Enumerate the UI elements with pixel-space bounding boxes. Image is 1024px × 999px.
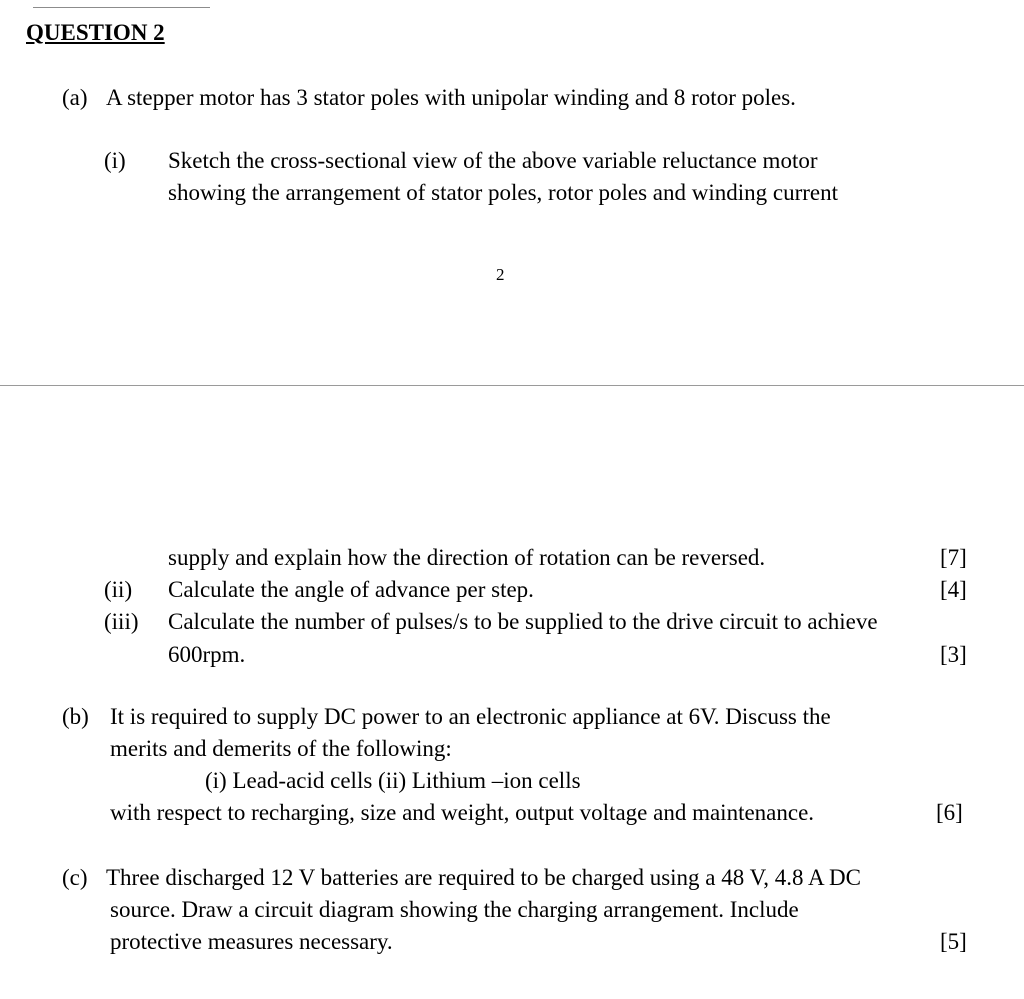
part-a-ii-text: Calculate the angle of advance per step. (168, 577, 534, 602)
page-number: 2 (496, 265, 505, 284)
part-a-iii-label: (iii) (104, 609, 139, 634)
part-a-i-line-3: supply and explain how the direction of rotation can be reversed. (168, 545, 766, 570)
part-c-marks: [5] (940, 929, 967, 954)
header-rule (33, 7, 210, 8)
part-b-marks: [6] (936, 800, 963, 825)
part-b-line-1: It is required to supply DC power to an electronic appliance at 6V. Discuss the (110, 704, 831, 729)
part-a-ii-label: (ii) (104, 577, 133, 602)
part-a-i-label: (i) (104, 148, 126, 173)
page-break (0, 385, 1024, 386)
part-a-i-line-2: showing the arrangement of stator poles, rotor poles and winding current (168, 180, 839, 205)
part-b-line-4: with respect to recharging, size and weight, output voltage and maintenance. (110, 800, 815, 825)
part-a-i-marks: [7] (940, 545, 967, 570)
part-a-intro: A stepper motor has 3 stator poles with unipolar winding and 8 rotor poles. (106, 85, 796, 110)
part-c-line-1: Three discharged 12 V batteries are required to be charged using a 48 V, 4.8 A DC (106, 865, 861, 890)
part-c-line-3: protective measures necessary. (110, 929, 393, 954)
part-c-line-2: source. Draw a circuit diagram showing the charging arrangement. Include (110, 897, 799, 922)
part-a-iii-line-2: 600rpm. (168, 642, 246, 667)
part-a-iii-line-1: Calculate the number of pulses/s to be supplied to the drive circuit to achieve (168, 609, 878, 634)
part-a-iii-marks: [3] (940, 642, 967, 667)
part-a-label: (a) (62, 85, 88, 110)
part-a-i-line-1: Sketch the cross-sectional view of the above variable reluctance motor (168, 148, 818, 173)
part-c-label: (c) (62, 865, 88, 890)
part-a-ii-marks: [4] (940, 577, 967, 602)
part-b-label: (b) (62, 704, 89, 729)
part-b-line-2: merits and demerits of the following: (110, 736, 452, 761)
question-title: QUESTION 2 (26, 20, 165, 45)
part-b-line-3: (i) Lead-acid cells (ii) Lithium –ion cells (205, 768, 581, 793)
